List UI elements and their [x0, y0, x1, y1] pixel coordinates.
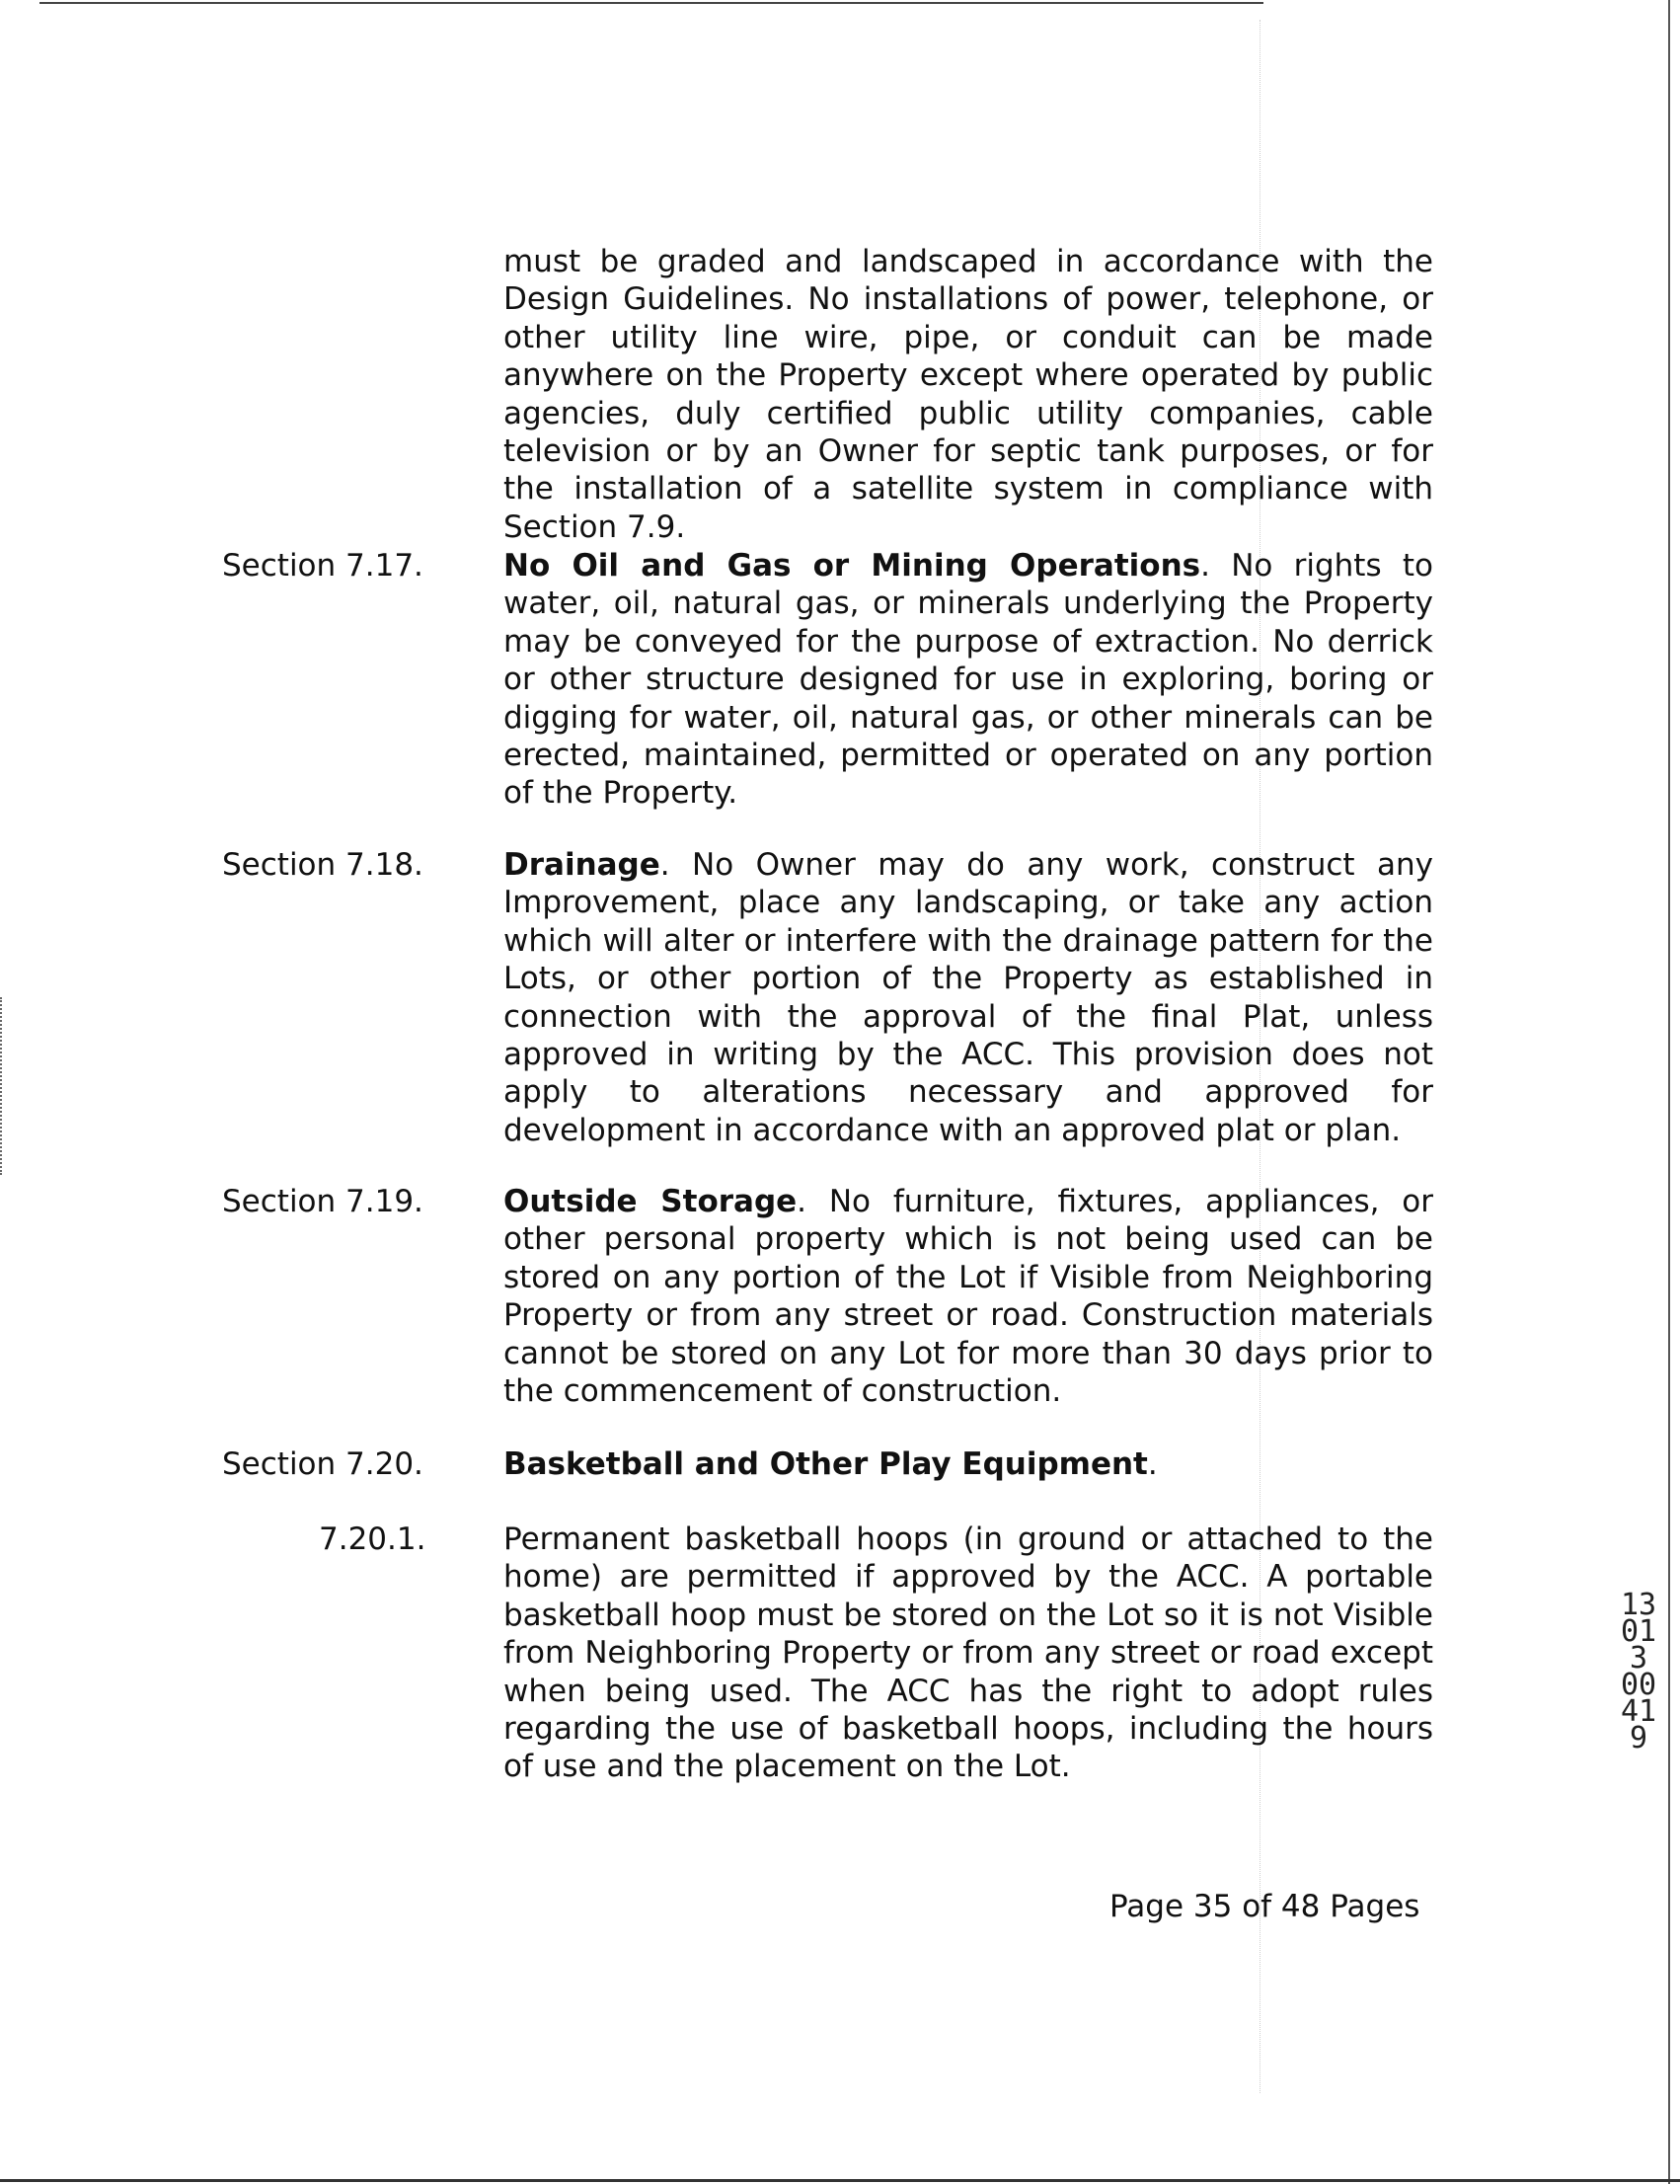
scan-edge-bottom — [0, 2179, 1680, 2182]
section-7-18-text — [503, 846, 1433, 1149]
page-number-footer: Page 35 of 48 Pages — [1109, 1889, 1420, 1924]
recording-number-stamp: 13013 00419 — [1620, 1588, 1657, 1755]
scan-edge-left-marks — [0, 997, 2, 1175]
section-7-19-heading: Outside Storage — [503, 1184, 798, 1219]
section-7-18-heading: Drainage — [503, 847, 660, 883]
section-7-19-body: . No furniture, fixtures, appliances, or other personal property which is not being used can be stored on any portion of the Lot if Visible from Neighboring Property or from any street or road. Construction materials cannot be stored on any Lot for more than 30 days prior to the commencement of construction. — [503, 1184, 1433, 1410]
section-7-19-text — [503, 1183, 1433, 1410]
section-7-17-body: . No rights to water, oil, natural gas, or minerals underlying the Property may be conveyed for the purpose of extraction. No derrick or other structure designed for use in exploring, boring or digging for water, oil, natural gas, or other minerals can be erected, maintained, permitted or operated on any portion of the Property. — [503, 548, 1433, 812]
section-number-7-17: Section 7.17. — [222, 548, 423, 584]
scan-edge-top — [39, 2, 1263, 4]
subsection-7-20-1-text: Permanent basketball hoops (in ground or attached to the home) are permitted if approved by the ACC. A portable basketball hoop must be stored on the Lot so it is not Visible from Neighboring Property or from any street or road except when being used. The ACC has the right to adopt rules regarding the use of basketball hoops, including the hours of use and the placement on the Lot. — [503, 1521, 1433, 1785]
subsection-number-7-20-1: 7.20.1. — [319, 1521, 426, 1557]
section-7-18-body: . No Owner may do any work, construct any Improvement, place any landscaping, or take any action which will alter or interfere with the drainage pattern for the Lots, or other portion of the Property as established in connection with the approval of the final Plat, unless approved in writing by the ACC. This provision does not apply to alterations necessary and approved for development in accordance with an approved plat or plan. — [503, 847, 1433, 1148]
section-7-20-heading: Basketball and Other Play Equipment — [503, 1446, 1148, 1482]
scan-edge-right — [1668, 0, 1670, 2184]
section-7-20-text — [503, 1445, 1433, 1483]
section-number-7-19: Section 7.19. — [222, 1184, 423, 1219]
section-7-17-heading: No Oil and Gas or Mining Operations — [503, 548, 1201, 584]
section-number-7-18: Section 7.18. — [222, 847, 423, 883]
section-number-7-20: Section 7.20. — [222, 1446, 423, 1482]
section-7-20-body: . — [1147, 1446, 1158, 1482]
section-7-17-text — [503, 547, 1433, 813]
intro-paragraph: must be graded and landscaped in accordance with the Design Guidelines. No installations of power, telephone, or other utility line wire, pipe, or conduit can be made anywhere on the Property except where operated by public agencies, duly certified public utility companies, cable television or by an Owner for septic tank purposes, or for the installation of a satellite system in compliance with Section 7.9. — [503, 244, 1433, 545]
